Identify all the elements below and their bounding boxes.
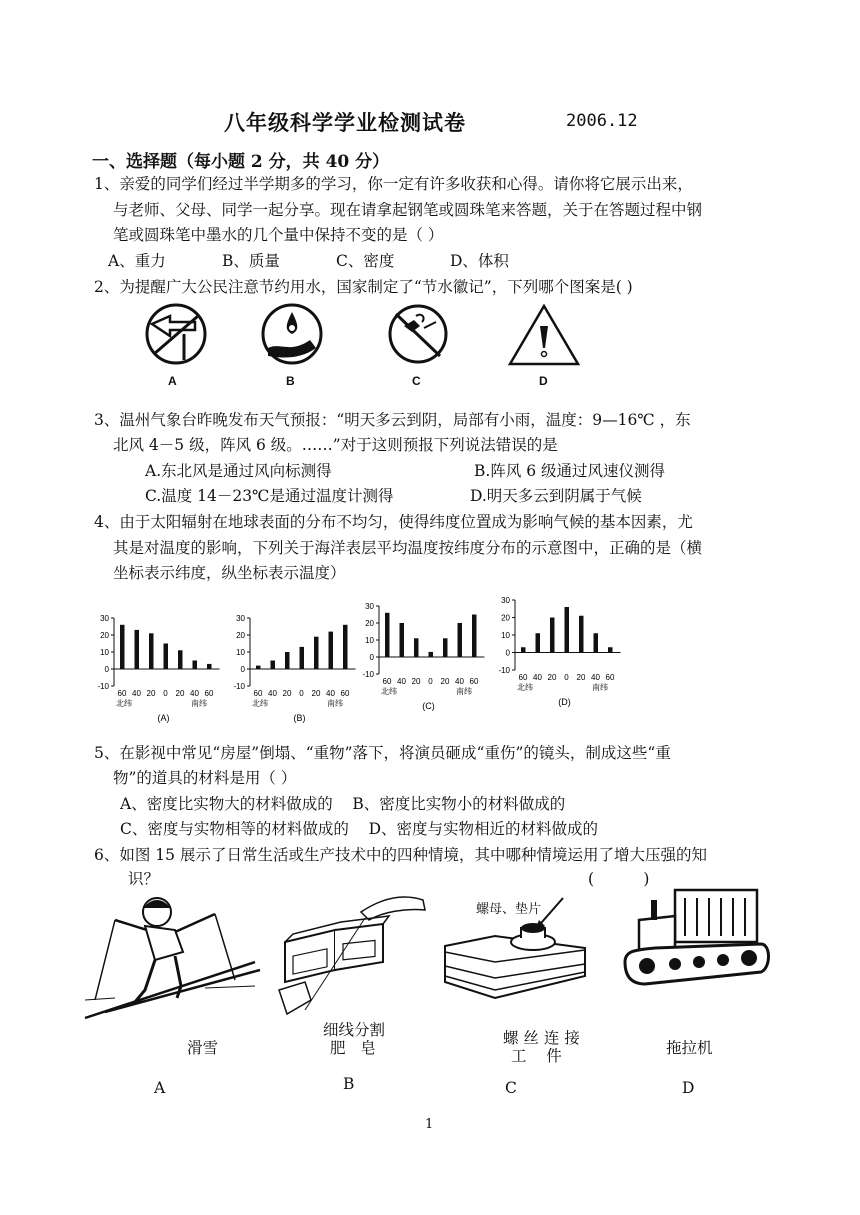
bar [120, 625, 125, 669]
q2-text: 2、为提醒广大公民注意节约用水，国家制定了“节水徽记”，下列哪个图案是( ) [94, 278, 633, 296]
emblem-label-d: D [539, 374, 548, 388]
x-tick-label: 40 [326, 689, 335, 698]
bar [207, 664, 212, 669]
q1-line-1: 1、亲爱的同学们经过半学期多的学习，你一定有许多收获和心得。请你将它展示出来， [94, 175, 693, 193]
q5-options-cd: C、密度与实物相等的材料做成的 D、密度与实物相近的材料做成的 [120, 820, 598, 838]
y-tick-label: -10 [233, 682, 245, 691]
bar [285, 652, 290, 669]
bar [256, 666, 261, 669]
q6-answer-paren: ( ) [588, 870, 650, 888]
bar [472, 615, 477, 658]
q6-line-1: 6、如图 15 展示了日常生活或生产技术中的四种情境，其中哪种情境运用了增大压强的知 [94, 846, 707, 864]
y-tick-label: 10 [365, 636, 374, 645]
situation-label-c: C [505, 1079, 517, 1097]
situation-label-b: B [343, 1075, 355, 1093]
q5-line-2: 物”的道具的材料是用（ ） [113, 769, 297, 787]
bar [329, 632, 334, 669]
y-tick-label: 0 [240, 665, 245, 674]
y-tick-label: 10 [501, 631, 510, 640]
chart-a [92, 612, 222, 737]
y-tick-label: -10 [362, 670, 374, 679]
chart-d [493, 594, 623, 719]
q1-option-c: C、密度 [336, 252, 395, 270]
region-label-north: 北纬 [252, 699, 268, 708]
q5-line-1: 5、在影视中常见“房屋”倒塌、“重物”落下，将演员砸成“重伤”的镜头，制成这些“重 [94, 744, 671, 762]
q1-line-3: 笔或圆珠笔中墨水的几个量中保持不变的是（ ） [113, 226, 444, 244]
x-tick-label: 40 [190, 689, 199, 698]
x-tick-label: 40 [268, 689, 277, 698]
q3-option-c: C.温度 14－23℃是通过温度计测得 [145, 487, 394, 505]
bar [343, 625, 348, 669]
exam-date: 2006.12 [566, 111, 638, 131]
y-tick-label: 0 [104, 665, 109, 674]
x-tick-label: 20 [175, 689, 185, 698]
bar [443, 638, 448, 657]
emblem-label-a: A [168, 374, 177, 388]
q1-option-d: D、体积 [450, 252, 509, 270]
x-tick-label: 60 [605, 673, 615, 682]
caption-soap-line-1: 细线分割 [323, 1021, 386, 1039]
page-title: 八年级科学学业检测试卷 [224, 110, 466, 135]
bar [178, 650, 183, 669]
chart-label: (B) [293, 713, 306, 723]
chart-label: (D) [558, 697, 571, 707]
tractor-illustration [615, 880, 775, 1000]
q3-option-d: D.明天多云到阴属于气候 [470, 487, 642, 505]
y-tick-label: 30 [236, 614, 245, 623]
q3-line-1: 3、温州气象台昨晚发布天气预报：“明天多云到阴，局部有小雨，温度：9—16℃ ，东 [94, 411, 691, 429]
x-tick-label: 20 [576, 673, 586, 682]
bar [385, 613, 390, 657]
emblem-c [390, 306, 446, 362]
y-tick-label: 20 [100, 631, 109, 640]
x-tick-label: 0 [428, 677, 433, 686]
bar [550, 618, 555, 653]
y-tick-label: 30 [100, 614, 109, 623]
x-tick-label: 40 [533, 673, 542, 682]
chart-label: (A) [157, 713, 170, 723]
x-tick-label: 20 [547, 673, 557, 682]
y-tick-label: -10 [97, 682, 109, 691]
bar [314, 637, 319, 669]
emblem-b [263, 305, 321, 363]
caption-soap-line-2: 肥 皂 [330, 1039, 376, 1057]
emblem-a [147, 305, 205, 363]
x-tick-label: 20 [311, 689, 321, 698]
nut-washer-label: 螺母、垫片 [476, 902, 542, 917]
bar [594, 633, 599, 652]
y-tick-label: 0 [505, 648, 510, 658]
x-tick-label: 0 [564, 673, 569, 682]
bolt-connection-illustration [435, 890, 600, 1010]
y-tick-label: 10 [236, 648, 245, 657]
x-tick-label: 60 [340, 689, 350, 698]
y-tick-label: 10 [100, 648, 109, 657]
x-tick-label: 20 [146, 689, 156, 698]
q4-line-3: 坐标表示纬度，纵坐标表示温度） [113, 564, 346, 582]
emblem-label-b: B [286, 374, 295, 388]
caption-bolt-line-2: 工 件 [511, 1047, 562, 1065]
y-tick-label: 20 [501, 613, 510, 623]
y-tick-label: 20 [236, 631, 245, 640]
x-tick-label: 40 [397, 677, 406, 686]
x-tick-label: 60 [382, 677, 392, 686]
x-tick-label: 60 [253, 689, 263, 698]
page-number: 1 [425, 1117, 434, 1132]
x-tick-label: 60 [204, 689, 214, 698]
x-tick-label: 20 [411, 677, 421, 686]
region-label-south: 南纬 [592, 683, 608, 692]
x-tick-label: 40 [591, 673, 600, 682]
q3-option-b: B.阵风 6 级通过风速仪测得 [474, 462, 666, 480]
bar [608, 647, 613, 652]
q1-line-2: 与老师、父母、同学一起分享。现在请拿起钢笔或圆珠笔来答题，关于在答题过程中钢 [113, 201, 703, 219]
q5-options-ab: A、密度比实物大的材料做成的 B、密度比实物小的材料做成的 [120, 795, 566, 813]
q3-option-a: A.东北风是通过风向标测得 [145, 462, 332, 480]
q1-option-a: A、重力 [108, 252, 166, 270]
y-tick-label: 20 [365, 619, 374, 628]
bar [164, 644, 169, 670]
bar [300, 647, 305, 669]
bar [193, 661, 198, 670]
chart-label: (C) [422, 701, 435, 711]
x-tick-label: 60 [469, 677, 479, 686]
x-tick-label: 40 [455, 677, 464, 686]
region-label-south: 南纬 [456, 687, 472, 696]
region-label-north: 北纬 [116, 699, 132, 708]
caption-skiing: 滑雪 [187, 1039, 219, 1057]
caption-bolt-line-1: 螺 丝 连 接 [503, 1029, 580, 1047]
caption-tractor: 拖拉机 [666, 1039, 713, 1057]
region-label-north: 北纬 [517, 683, 533, 692]
bar [521, 647, 526, 652]
y-tick-label: -10 [498, 666, 510, 675]
bar [414, 638, 419, 657]
bar [429, 652, 434, 657]
chart-c [357, 600, 487, 725]
x-tick-label: 20 [440, 677, 450, 686]
situation-label-d: D [682, 1079, 695, 1097]
chart-b [228, 612, 358, 737]
q3-line-2: 北风 4－5 级，阵风 6 级。……”对于这则预报下列说法错误的是 [113, 436, 558, 454]
situation-label-a: A [154, 1079, 166, 1097]
bar [458, 623, 463, 657]
bar [400, 623, 405, 657]
x-tick-label: 0 [163, 689, 168, 698]
x-tick-label: 60 [117, 689, 127, 698]
q6-line-2: 识？ [128, 870, 160, 888]
bar [271, 661, 276, 670]
x-tick-label: 40 [132, 689, 141, 698]
skiing-illustration [85, 890, 265, 1020]
y-tick-label: 30 [501, 596, 510, 605]
soap-cutting-illustration [265, 890, 430, 1020]
y-tick-label: 0 [369, 653, 374, 662]
y-tick-label: 30 [365, 602, 374, 611]
region-label-north: 北纬 [381, 687, 397, 696]
region-label-south: 南纬 [327, 699, 343, 708]
bar [565, 607, 570, 653]
emblem-d [510, 306, 578, 364]
x-tick-label: 20 [282, 689, 292, 698]
x-tick-label: 60 [518, 673, 528, 682]
bar [149, 633, 154, 669]
emblem-label-c: C [412, 374, 421, 388]
bar [536, 633, 541, 652]
section-heading: 一、选择题（每小题 2 分，共 40 分） [92, 152, 390, 172]
bar [135, 630, 140, 669]
q1-option-b: B、质量 [222, 252, 280, 270]
q4-line-1: 4、由于太阳辐射在地球表面的分布不均匀，使得纬度位置成为影响气候的基本因素，尤 [94, 513, 693, 531]
q4-line-2: 其是对温度的影响，下列关于海洋表层平均温度按纬度分布的示意图中，正确的是（横 [113, 539, 703, 557]
bar [579, 616, 584, 653]
x-tick-label: 0 [299, 689, 304, 698]
water-saving-emblems [140, 304, 600, 394]
region-label-south: 南纬 [191, 699, 207, 708]
